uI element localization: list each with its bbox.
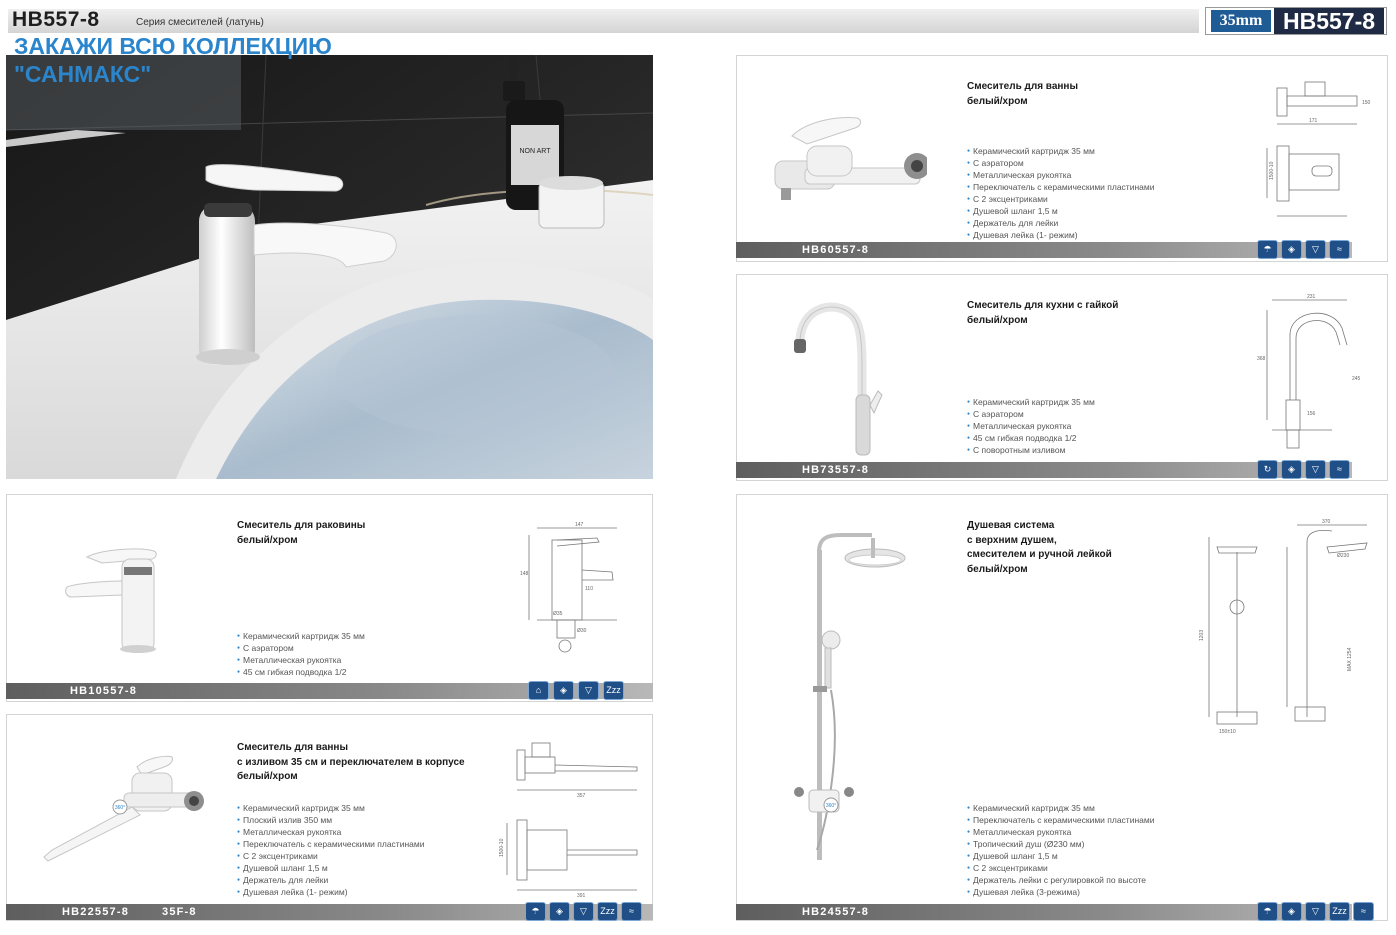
- feature-item: ● Металлическая рукоятка: [967, 421, 1095, 433]
- aerator-icon: ▽: [573, 902, 594, 921]
- series-code: HB557-8: [12, 8, 100, 31]
- feature-item: ● Держатель для лейки: [967, 218, 1154, 230]
- feature-item: ● Керамический картридж 35 мм: [237, 803, 424, 815]
- dim-label: 110: [585, 586, 593, 592]
- quiet-icon: Zzz: [597, 902, 618, 921]
- feature-item: ● Керамический картридж 35 мм: [967, 803, 1154, 815]
- product-code-bath-long-alt: 35F-8: [162, 906, 197, 918]
- product-title-bath: Смеситель для ванны белый/хром: [967, 81, 1079, 107]
- promo-line-1: ЗАКАЖИ ВСЮ КОЛЛЕКЦИЮ: [14, 33, 332, 59]
- feature-item: ● С аэратором: [967, 158, 1154, 170]
- hose-icon: ≈: [1353, 902, 1374, 921]
- technical-drawing-basin: [517, 520, 637, 660]
- technical-drawing-shower: [1197, 517, 1377, 747]
- feature-list-kitchen: [967, 397, 1095, 457]
- dim-label: 148: [520, 571, 529, 577]
- dim-label: Ø30: [577, 628, 587, 634]
- shower-head-icon: ☂: [525, 902, 546, 921]
- feature-item: ● Душевой шланг 1,5 м: [967, 206, 1154, 218]
- rotation-icon: ↻: [1257, 460, 1278, 479]
- feature-item: ● С аэратором: [237, 643, 365, 655]
- feature-item: ● Керамический картридж 35 мм: [967, 397, 1095, 409]
- product-title-bath-long: Смеситель для ванны с изливом 35 см и переключателем в корпусе белый/хром: [237, 742, 465, 782]
- bath-mixer-image: [767, 106, 927, 206]
- series-code-badge: HB557-8: [1274, 8, 1384, 34]
- feature-item: ● Переключатель с керамическими пластинами: [237, 839, 424, 851]
- rotation-label: 360°: [825, 803, 837, 809]
- feature-item: ● Душевая лейка (1- режим): [237, 887, 424, 899]
- feature-item: ● Плоский излив 350 мм: [237, 815, 424, 827]
- feature-item: ● Керамический картридж 35 мм: [967, 146, 1154, 158]
- dim-label: 150: [1362, 100, 1371, 106]
- dim-label: 370: [1322, 519, 1331, 525]
- feature-item: ● Металлическая рукоятка: [967, 827, 1154, 839]
- quiet-icon: ≈: [1329, 460, 1350, 479]
- cartridge-icon: ◈: [1281, 460, 1302, 479]
- product-code-bath: HB60557-8: [802, 244, 870, 256]
- bath-long-mixer-image: [32, 745, 222, 875]
- dim-label: 391: [577, 893, 586, 899]
- feature-item: ● 45 см гибкая подводка 1/2: [967, 433, 1095, 445]
- product-title-shower: Душевая система с верхним душем, смесителем и ручной лейкой белый/хром: [967, 520, 1112, 575]
- feature-item: ● Душевой шланг 1,5 м: [967, 851, 1154, 863]
- feature-item: ● Металлическая рукоятка: [237, 655, 365, 667]
- aerator-icon: ▽: [1305, 902, 1326, 921]
- feature-item: ● Душевая лейка (1- режим): [967, 230, 1154, 242]
- hose-icon: ≈: [621, 902, 642, 921]
- shower-head-icon: ☂: [1257, 240, 1278, 259]
- dim-label: 1500-10: [499, 838, 505, 857]
- dim-label: 231: [1307, 294, 1316, 300]
- cartridge-icon: ◈: [549, 902, 570, 921]
- dim-label: Ø230: [1337, 553, 1350, 559]
- product-code-basin: HB10557-8: [70, 685, 138, 697]
- feature-item: ● Держатель лейки с регулировкой по высоте: [967, 875, 1154, 887]
- product-card-bath-long: [6, 714, 653, 921]
- product-title-kitchen: Смеситель для кухни с гайкой белый/хром: [967, 300, 1119, 326]
- series-subtitle: Серия смесителей (латунь): [136, 17, 264, 28]
- dim-label: 368: [1257, 356, 1266, 362]
- product-card-kitchen: [736, 274, 1388, 481]
- bathroom-photo: [6, 55, 653, 479]
- bottle-label: NON ART: [519, 148, 551, 155]
- product-code-bath-long: HB22557-8: [62, 906, 130, 918]
- kitchen-mixer-image: [782, 295, 892, 465]
- product-title-basin: Смеситель для раковины белый/хром: [237, 520, 366, 546]
- feature-list-bath: [967, 146, 1154, 242]
- aerator-icon: ▽: [1305, 460, 1326, 479]
- feature-item: ● 45 см гибкая подводка 1/2: [237, 667, 365, 679]
- shower-head-icon: ☂: [1257, 902, 1278, 921]
- feature-item: ● С 2 эксцентриками: [967, 194, 1154, 206]
- quiet-icon: Zzz: [603, 681, 624, 700]
- feature-item: ● Переключатель с керамическими пластинами: [967, 815, 1154, 827]
- dim-label: 156: [1307, 411, 1316, 417]
- promo-line-2: "САНМАКС": [14, 61, 152, 87]
- feature-list-basin: [237, 631, 365, 679]
- feature-item: ● Переключатель с керамическими пластинами: [967, 182, 1154, 194]
- dim-label: 1203: [1199, 629, 1205, 641]
- dim-label: Ø35: [553, 611, 563, 617]
- feature-item: ● С поворотным изливом: [967, 445, 1095, 457]
- feature-item: ● Керамический картридж 35 мм: [237, 631, 365, 643]
- feature-item: ● Держатель для лейки: [237, 875, 424, 887]
- feature-item: ● Металлическая рукоятка: [967, 170, 1154, 182]
- technical-drawing-kitchen: [1252, 290, 1372, 455]
- feature-item: ● Металлическая рукоятка: [237, 827, 424, 839]
- aerator-icon: ▽: [578, 681, 599, 700]
- dim-label: 147: [575, 522, 584, 528]
- feature-item: ● С 2 эксцентриками: [237, 851, 424, 863]
- rotation-label: 360°: [114, 805, 126, 811]
- technical-drawing-bath-long: [497, 725, 647, 900]
- product-code-kitchen: HB73557-8: [802, 464, 870, 476]
- product-card-shower: [736, 494, 1388, 921]
- dim-label: 245: [1352, 376, 1361, 382]
- dim-label: 171: [1309, 118, 1318, 124]
- dim-label: MAX 1254: [1347, 647, 1353, 671]
- technical-drawing-bath: [1257, 76, 1377, 226]
- faucet-icon: ⌂: [528, 681, 549, 700]
- promo-heading: [14, 32, 332, 88]
- feature-item: ● С аэратором: [967, 409, 1095, 421]
- cartridge-size-badge: 35mm: [1211, 10, 1271, 32]
- dim-label: 357: [577, 793, 586, 799]
- aerator-icon: ▽: [1305, 240, 1326, 259]
- basin-mixer-image: [62, 545, 172, 655]
- product-card-bath: [736, 55, 1388, 262]
- quiet-icon: ≈: [1329, 240, 1350, 259]
- dim-label: 150±10: [1219, 729, 1236, 735]
- feature-list-shower: [967, 803, 1154, 899]
- feature-item: ● Душевой шланг 1,5 м: [237, 863, 424, 875]
- cartridge-icon: ◈: [1281, 902, 1302, 921]
- feature-list-bath-long: [237, 803, 424, 899]
- cartridge-icon: ◈: [1281, 240, 1302, 259]
- product-code-shower: HB24557-8: [802, 906, 870, 918]
- shower-system-image: [787, 520, 917, 880]
- feature-item: ● Душевая лейка (3-режима): [967, 887, 1154, 899]
- dim-label: 1500-10: [1269, 161, 1275, 180]
- feature-item: ● Тропический душ (Ø230 мм): [967, 839, 1154, 851]
- product-card-basin: [6, 494, 653, 702]
- feature-item: ● С 2 эксцентриками: [967, 863, 1154, 875]
- hero-photo: [6, 55, 653, 479]
- cartridge-icon: ◈: [553, 681, 574, 700]
- quiet-icon: Zzz: [1329, 902, 1350, 921]
